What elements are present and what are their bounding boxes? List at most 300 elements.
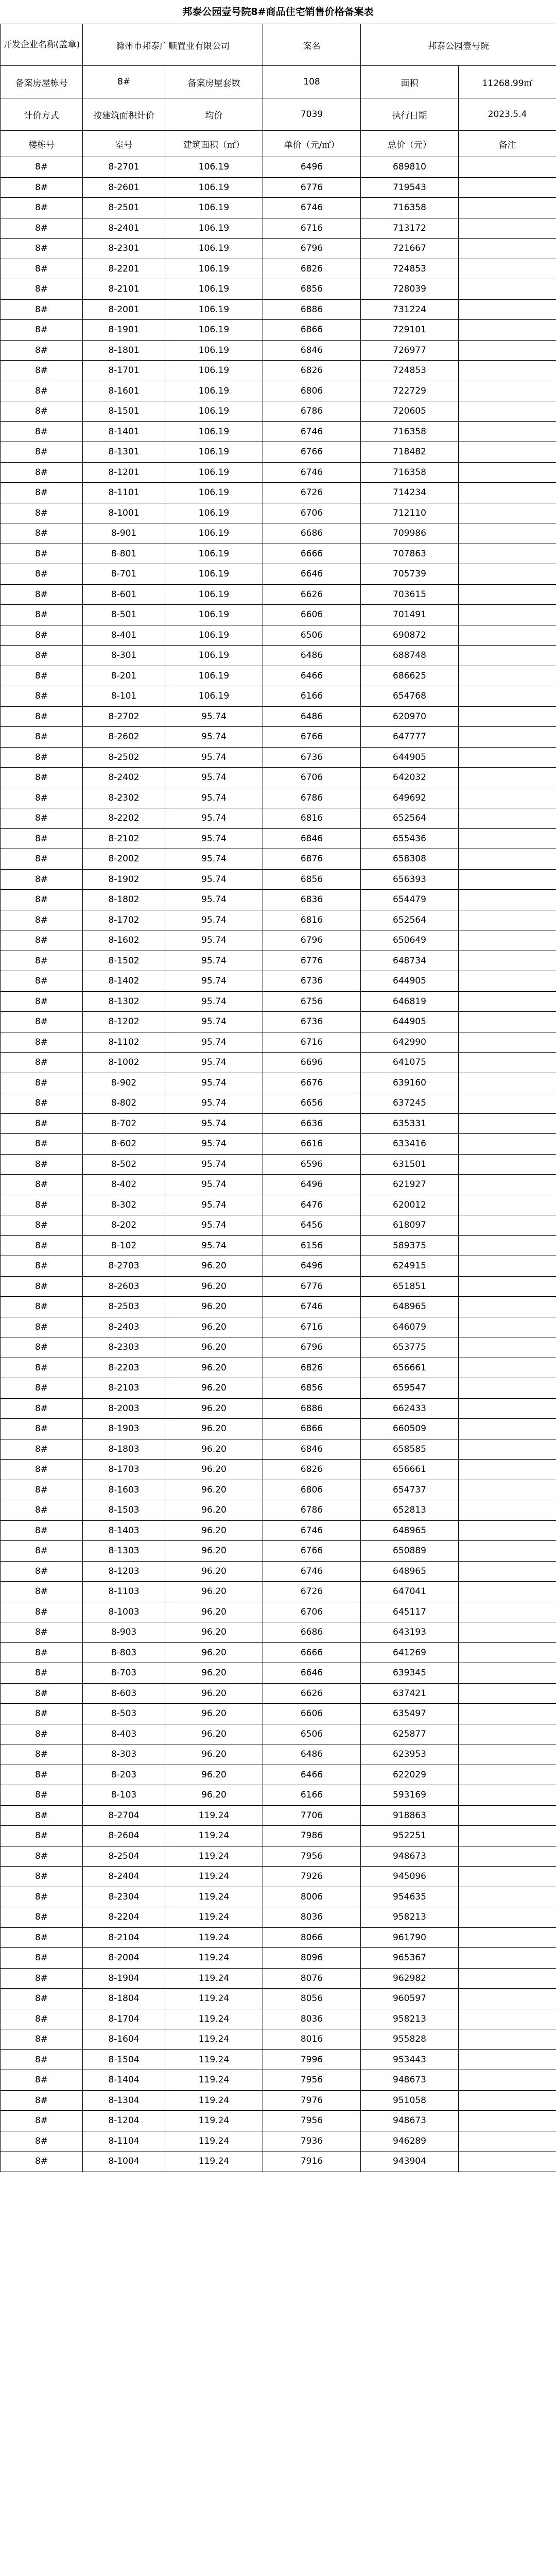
cell-remark [459,1053,556,1073]
cell-total-price: 655436 [361,828,459,849]
cell-total-price: 948673 [361,2111,459,2131]
cell-unit-price: 6646 [263,1663,361,1684]
cell-unit-price: 6706 [263,503,361,523]
cell-remark [459,1520,556,1541]
cell-total-price: 644905 [361,1012,459,1032]
cell-room: 8-303 [83,1744,165,1765]
cell-total-price: 652813 [361,1500,459,1521]
cell-unit-price: 6786 [263,788,361,808]
cell-room: 8-101 [83,686,165,707]
cell-remark [459,890,556,910]
cell-room: 8-2402 [83,768,165,788]
meta-row-developer [1,24,556,66]
cell-unit-price: 6156 [263,1235,361,1256]
cell-total-price: 952251 [361,1826,459,1846]
cell-area: 119.24 [165,1846,263,1867]
developer-value: 滁州市邦泰广顺置业有限公司 [83,24,263,66]
cell-unit-price: 6676 [263,1073,361,1093]
cell-building: 8# [1,381,83,401]
cell-remark [459,1683,556,1704]
cell-remark [459,279,556,300]
table-row [1,808,556,829]
cell-room: 8-103 [83,1785,165,1806]
cell-total-price: 650889 [361,1541,459,1562]
cell-unit-price: 6666 [263,1642,361,1663]
cell-total-price: 688748 [361,646,459,666]
cell-building: 8# [1,523,83,544]
cell-remark [459,625,556,646]
cell-remark [459,2070,556,2091]
cell-room: 8-1703 [83,1460,165,1480]
cell-remark [459,1663,556,1684]
cell-building: 8# [1,340,83,361]
cell-unit-price: 6746 [263,421,361,442]
cell-total-price: 637245 [361,1093,459,1114]
cell-unit-price: 7926 [263,1867,361,1887]
cell-room: 8-1004 [83,2151,165,2172]
cell-area: 95.74 [165,788,263,808]
cell-total-price: 641269 [361,1642,459,1663]
cell-total-price: 620970 [361,706,459,727]
cell-area: 95.74 [165,1154,263,1175]
table-row [1,1846,556,1867]
cell-area: 106.19 [165,503,263,523]
cell-room: 8-2403 [83,1317,165,1337]
cell-room: 8-2602 [83,727,165,748]
table-row [1,2151,556,2172]
units-value: 108 [263,66,361,98]
cell-building: 8# [1,1439,83,1460]
cell-room: 8-2304 [83,1887,165,1907]
cell-building: 8# [1,1134,83,1155]
cell-unit-price: 6606 [263,1704,361,1724]
col-header-room: 室号 [83,131,165,157]
cell-building: 8# [1,646,83,666]
table-row [1,646,556,666]
cell-room: 8-2703 [83,1256,165,1277]
cell-remark [459,706,556,727]
cell-total-price: 618097 [361,1215,459,1236]
cell-total-price: 648965 [361,1561,459,1582]
cell-total-price: 724853 [361,361,459,381]
cell-room: 8-1804 [83,1989,165,2009]
col-header-total-price: 总价（元） [361,131,459,157]
cell-area: 106.19 [165,564,263,585]
table-row [1,564,556,585]
cell-unit-price: 6886 [263,299,361,320]
table-row [1,1724,556,1744]
cell-unit-price: 8036 [263,1907,361,1928]
cell-area: 106.19 [165,483,263,503]
cell-total-price: 946289 [361,2131,459,2151]
cell-remark [459,2009,556,2029]
cell-room: 8-1303 [83,1541,165,1562]
table-row [1,1358,556,1378]
cell-total-price: 656393 [361,869,459,890]
cell-building: 8# [1,1195,83,1215]
table-row [1,1582,556,1602]
cell-remark [459,1398,556,1419]
cell-area: 119.24 [165,2009,263,2029]
cell-total-price: 709986 [361,523,459,544]
table-row [1,401,556,422]
cell-area: 95.74 [165,1113,263,1134]
avg-price-value: 7039 [263,98,361,131]
cell-unit-price: 6736 [263,1012,361,1032]
cell-total-price: 652564 [361,910,459,930]
cell-building: 8# [1,299,83,320]
cell-area: 95.74 [165,768,263,788]
cell-building: 8# [1,1520,83,1541]
cell-total-price: 623953 [361,1744,459,1765]
cell-area: 96.20 [165,1297,263,1317]
cell-total-price: 689810 [361,157,459,178]
cell-total-price: 728039 [361,279,459,300]
cell-remark [459,442,556,463]
project-label: 案名 [263,24,361,66]
table-row [1,1500,556,1521]
cell-building: 8# [1,2111,83,2131]
cell-total-price: 961790 [361,1927,459,1948]
cell-area: 95.74 [165,890,263,910]
cell-area: 95.74 [165,1093,263,1114]
cell-building: 8# [1,1602,83,1622]
cell-building: 8# [1,1398,83,1419]
cell-unit-price: 6746 [263,1297,361,1317]
cell-room: 8-1801 [83,340,165,361]
cell-unit-price: 6886 [263,1398,361,1419]
cell-area: 96.20 [165,1683,263,1704]
cell-remark [459,1134,556,1155]
cell-building: 8# [1,849,83,870]
cell-unit-price: 6506 [263,1724,361,1744]
cell-remark [459,483,556,503]
cell-total-price: 660509 [361,1419,459,1439]
cell-area: 96.20 [165,1642,263,1663]
table-row [1,625,556,646]
table-row [1,1378,556,1399]
cell-total-price: 642032 [361,768,459,788]
cell-room: 8-1401 [83,421,165,442]
cell-room: 8-1002 [83,1053,165,1073]
cell-room: 8-2001 [83,299,165,320]
table-row [1,1113,556,1134]
cell-remark [459,381,556,401]
cell-building: 8# [1,869,83,890]
cell-area: 95.74 [165,971,263,992]
building-label: 备案房屋栋号 [1,66,83,98]
cell-remark [459,1215,556,1236]
table-row [1,1642,556,1663]
cell-remark [459,361,556,381]
cell-total-price: 721667 [361,239,459,259]
cell-unit-price: 6806 [263,1480,361,1500]
cell-total-price: 648965 [361,1297,459,1317]
cell-unit-price: 6696 [263,1053,361,1073]
cell-area: 119.24 [165,2070,263,2091]
cell-total-price: 918863 [361,1805,459,1826]
table-row [1,1276,556,1297]
cell-building: 8# [1,1297,83,1317]
cell-unit-price: 6736 [263,747,361,768]
cell-area: 95.74 [165,1134,263,1155]
cell-unit-price: 6466 [263,666,361,686]
cell-area: 96.20 [165,1337,263,1358]
table-row [1,2009,556,2029]
cell-unit-price: 7996 [263,2049,361,2070]
cell-unit-price: 7956 [263,2111,361,2131]
cell-unit-price: 7956 [263,1846,361,1867]
cell-total-price: 649692 [361,788,459,808]
cell-total-price: 648965 [361,1520,459,1541]
cell-building: 8# [1,1867,83,1887]
cell-room: 8-602 [83,1134,165,1155]
table-row [1,951,556,971]
cell-area: 95.74 [165,808,263,829]
cell-building: 8# [1,1683,83,1704]
cell-total-price: 726977 [361,340,459,361]
table-row [1,320,556,341]
cell-total-price: 645117 [361,1602,459,1622]
cell-unit-price: 6796 [263,1337,361,1358]
table-row [1,1785,556,1806]
column-header-row [1,131,556,157]
cell-room: 8-1204 [83,2111,165,2131]
units-label: 备案房屋套数 [165,66,263,98]
cell-area: 95.74 [165,1215,263,1236]
cell-building: 8# [1,2151,83,2172]
cell-room: 8-1802 [83,890,165,910]
cell-remark [459,544,556,564]
table-row [1,1235,556,1256]
table-row [1,340,556,361]
cell-room: 8-2201 [83,259,165,279]
cell-total-price: 703615 [361,584,459,605]
cell-area: 96.20 [165,1704,263,1724]
table-row [1,1439,556,1460]
cell-unit-price: 6736 [263,971,361,992]
cell-building: 8# [1,1113,83,1134]
cell-unit-price: 6796 [263,239,361,259]
cell-building: 8# [1,1235,83,1256]
cell-room: 8-302 [83,1195,165,1215]
cell-area: 119.24 [165,2049,263,2070]
cell-room: 8-2102 [83,828,165,849]
cell-room: 8-2503 [83,1297,165,1317]
cell-total-price: 714234 [361,483,459,503]
cell-area: 95.74 [165,1053,263,1073]
cell-area: 96.20 [165,1378,263,1399]
cell-building: 8# [1,1561,83,1582]
cell-area: 106.19 [165,218,263,239]
cell-total-price: 719543 [361,177,459,198]
cell-total-price: 962982 [361,1968,459,1989]
building-value: 8# [83,66,165,98]
cell-total-price: 593169 [361,1785,459,1806]
cell-total-price: 624915 [361,1256,459,1277]
cell-building: 8# [1,747,83,768]
cell-building: 8# [1,890,83,910]
table-row [1,747,556,768]
cell-building: 8# [1,401,83,422]
cell-room: 8-1104 [83,2131,165,2151]
table-row [1,1907,556,1928]
cell-building: 8# [1,198,83,218]
sheet-title: 邦泰公园壹号院8#商品住宅销售价格备案表 [182,6,374,18]
cell-building: 8# [1,1642,83,1663]
table-row [1,910,556,930]
cell-remark [459,1032,556,1053]
cell-area: 119.24 [165,1968,263,1989]
cell-building: 8# [1,788,83,808]
cell-remark [459,1276,556,1297]
cell-remark [459,808,556,829]
cell-room: 8-1603 [83,1480,165,1500]
cell-building: 8# [1,1907,83,1928]
cell-building: 8# [1,1256,83,1277]
table-row [1,849,556,870]
cell-room: 8-901 [83,523,165,544]
avg-price-label: 均价 [165,98,263,131]
cell-unit-price: 8036 [263,2009,361,2029]
table-row [1,299,556,320]
cell-room: 8-1904 [83,1968,165,1989]
cell-remark [459,1724,556,1744]
cell-room: 8-603 [83,1683,165,1704]
cell-building: 8# [1,218,83,239]
cell-building: 8# [1,768,83,788]
cell-remark [459,1113,556,1134]
cell-building: 8# [1,279,83,300]
cell-unit-price: 6846 [263,340,361,361]
cell-area: 95.74 [165,1012,263,1032]
cell-room: 8-1302 [83,991,165,1012]
cell-total-price: 720605 [361,401,459,422]
cell-unit-price: 6606 [263,605,361,625]
col-header-remark: 备注 [459,131,556,157]
cell-building: 8# [1,2009,83,2029]
cell-area: 95.74 [165,706,263,727]
cell-area: 95.74 [165,951,263,971]
cell-building: 8# [1,1175,83,1195]
cell-unit-price: 8056 [263,1989,361,2009]
cell-building: 8# [1,462,83,483]
table-row [1,177,556,198]
cell-remark [459,1765,556,1785]
cell-area: 96.20 [165,1561,263,1582]
cell-area: 119.24 [165,2131,263,2151]
cell-total-price: 642990 [361,1032,459,1053]
col-header-area: 建筑面积（㎡） [165,131,263,157]
cell-room: 8-1701 [83,361,165,381]
cell-total-price: 625877 [361,1724,459,1744]
cell-total-price: 621927 [361,1175,459,1195]
cell-unit-price: 6846 [263,828,361,849]
cell-area: 96.20 [165,1358,263,1378]
cell-unit-price: 6806 [263,381,361,401]
cell-room: 8-2401 [83,218,165,239]
cell-unit-price: 6866 [263,1419,361,1439]
cell-remark [459,1704,556,1724]
cell-total-price: 646819 [361,991,459,1012]
cell-remark [459,239,556,259]
cell-building: 8# [1,1317,83,1337]
table-row [1,2131,556,2151]
cell-unit-price: 6726 [263,483,361,503]
cell-room: 8-502 [83,1154,165,1175]
cell-building: 8# [1,1541,83,1562]
cell-unit-price: 6486 [263,646,361,666]
cell-remark [459,2049,556,2070]
cell-room: 8-2303 [83,1337,165,1358]
cell-remark [459,1602,556,1622]
effective-date-label: 执行日期 [361,98,459,131]
cell-remark [459,503,556,523]
cell-remark [459,564,556,585]
meta-row-building [1,66,556,98]
table-row [1,2111,556,2131]
cell-remark [459,1175,556,1195]
cell-unit-price: 8006 [263,1887,361,1907]
cell-unit-price: 6766 [263,727,361,748]
table-row [1,1683,556,1704]
cell-remark [459,1948,556,1969]
cell-remark [459,1642,556,1663]
cell-total-price: 960597 [361,1989,459,2009]
cell-room: 8-2504 [83,1846,165,1867]
cell-area: 106.19 [165,666,263,686]
cell-room: 8-2501 [83,198,165,218]
cell-remark [459,2131,556,2151]
cell-remark [459,1805,556,1826]
cell-building: 8# [1,421,83,442]
cell-room: 8-102 [83,1235,165,1256]
cell-room: 8-1403 [83,1520,165,1541]
cell-area: 119.24 [165,1989,263,2009]
cell-area: 119.24 [165,1867,263,1887]
col-header-unit-price: 单价（元/㎡） [263,131,361,157]
cell-room: 8-803 [83,1642,165,1663]
cell-remark [459,910,556,930]
cell-building: 8# [1,1622,83,1643]
cell-area: 106.19 [165,320,263,341]
cell-remark [459,1378,556,1399]
cell-total-price: 659547 [361,1378,459,1399]
cell-building: 8# [1,605,83,625]
cell-area: 106.19 [165,177,263,198]
cell-room: 8-2104 [83,1927,165,1948]
cell-room: 8-2003 [83,1398,165,1419]
table-row [1,1867,556,1887]
cell-area: 119.24 [165,2090,263,2111]
cell-remark [459,584,556,605]
cell-total-price: 651851 [361,1276,459,1297]
cell-unit-price: 6496 [263,157,361,178]
cell-total-price: 589375 [361,1235,459,1256]
cell-building: 8# [1,1724,83,1744]
cell-unit-price: 6716 [263,1032,361,1053]
cell-unit-price: 6716 [263,1317,361,1337]
cell-area: 106.19 [165,544,263,564]
cell-area: 96.20 [165,1602,263,1622]
cell-building: 8# [1,910,83,930]
table-row [1,666,556,686]
cell-area: 96.20 [165,1765,263,1785]
cell-building: 8# [1,971,83,992]
cell-building: 8# [1,320,83,341]
cell-area: 106.19 [165,584,263,605]
table-row [1,1480,556,1500]
